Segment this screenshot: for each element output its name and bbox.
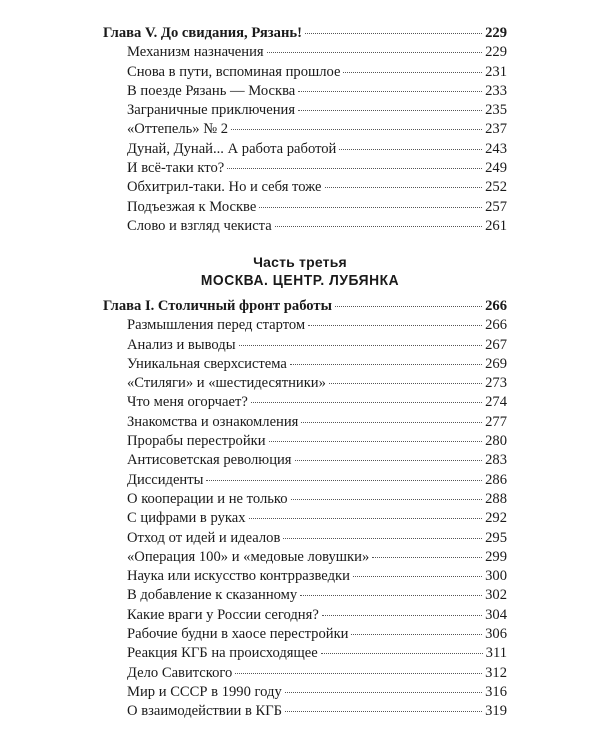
toc-entry (103, 451, 507, 470)
toc-entry-page: 280 (485, 433, 507, 450)
toc-entry-page: 302 (485, 587, 507, 604)
toc-entry (103, 393, 507, 412)
toc-entry-title: О кооперации и не только (127, 490, 288, 507)
toc-entry (103, 683, 507, 702)
toc-entry-title: Дело Савитского (127, 664, 233, 681)
toc-entry (103, 432, 507, 451)
toc-entry (103, 374, 507, 393)
toc-entry-page: 319 (485, 703, 507, 720)
toc-entry-title: Мир и СССР в 1990 году (127, 683, 282, 700)
toc-entry-title: «Стиляги» и «шестидесятники» (127, 375, 326, 392)
toc-entry-title: Подъезжая к Москве (127, 198, 257, 215)
dot-leader (300, 595, 482, 596)
toc-entry-page: 286 (485, 471, 507, 488)
toc-entry-title: Механизм назначения (127, 44, 264, 61)
toc-entry (103, 217, 507, 236)
dot-leader (285, 692, 482, 693)
toc-entry-title: Глава V. До свидания, Рязань! (103, 25, 302, 41)
toc-entry (103, 702, 507, 721)
dot-leader (325, 187, 483, 188)
toc-entry-title: Слово и взгляд чекиста (127, 217, 272, 234)
toc-entry (103, 586, 507, 605)
toc-entry-page: 266 (485, 298, 507, 314)
toc-entry-page: 304 (485, 606, 507, 623)
toc-entry-page: 237 (485, 121, 507, 138)
toc-entry-title: Какие враги у России сегодня? (127, 606, 319, 623)
toc-entry-page: 229 (485, 44, 507, 61)
toc-entry-title: Обхитрил-таки. Но и себя тоже (127, 179, 322, 196)
part-heading (0, 253, 600, 291)
dot-leader (291, 499, 483, 500)
toc-entry-page: 299 (485, 548, 507, 565)
toc-entry (103, 198, 507, 217)
toc-entry-page: 231 (485, 63, 507, 80)
toc-entry-title: Анализ и выводы (127, 336, 236, 353)
dot-leader (295, 460, 483, 461)
toc-entry-title: О взаимодействии в КГБ (127, 703, 283, 720)
dot-leader (353, 576, 482, 577)
toc-entry-page: 295 (485, 529, 507, 546)
toc-entry-page: 257 (485, 198, 507, 215)
toc-chapter-heading (103, 24, 507, 43)
toc-entry (103, 178, 507, 197)
toc-entry-page: 277 (485, 413, 507, 430)
toc-entry-page: 273 (485, 375, 507, 392)
toc-chapter-heading (103, 297, 507, 316)
toc-entry-title: «Операция 100» и «медовые ловушки» (127, 548, 370, 565)
dot-leader (285, 711, 482, 712)
toc-entry-page: 316 (485, 683, 507, 700)
dot-leader (235, 673, 482, 674)
toc-entry (103, 413, 507, 432)
toc-section-1 (103, 24, 507, 236)
toc-entry-page: 252 (485, 179, 507, 196)
toc-entry-title: В поезде Рязань — Москва (127, 82, 296, 99)
toc-entry-page: 243 (485, 140, 507, 157)
toc-entry (103, 567, 507, 586)
dot-leader (259, 207, 482, 208)
toc-entry (103, 159, 507, 178)
toc-entry (103, 606, 507, 625)
dot-leader (308, 325, 482, 326)
toc-entry-page: 306 (485, 626, 507, 643)
toc-entry (103, 63, 507, 82)
toc-entry-page: 312 (485, 664, 507, 681)
dot-leader (275, 226, 482, 227)
dot-leader (305, 33, 482, 34)
dot-leader (329, 383, 482, 384)
toc-entry (103, 644, 507, 663)
toc-entry-page: 229 (485, 25, 507, 41)
toc-entry (103, 82, 507, 101)
dot-leader (251, 402, 482, 403)
toc-entry-title: Наука или искусство контрразведки (127, 568, 350, 585)
toc-entry-title: Знакомства и ознакомления (127, 413, 299, 430)
part-title: МОСКВА. ЦЕНТР. ЛУБЯНКА (200, 272, 400, 289)
toc-entry (103, 509, 507, 528)
dot-leader (298, 91, 482, 92)
toc-entry (103, 490, 507, 509)
toc-entry-title: Рабочие будни в хаосе перестройки (127, 626, 349, 643)
toc-entry-title: Заграничные приключения (127, 102, 296, 119)
toc-entry-page: 283 (485, 452, 507, 469)
toc-entry-title: «Оттепель» № 2 (127, 121, 229, 138)
toc-entry (103, 664, 507, 683)
toc-entry-page: 249 (485, 160, 507, 177)
toc-entry-page: 288 (485, 490, 507, 507)
toc-entry-title: В добавление к сказанному (127, 587, 298, 604)
toc-entry-page: 269 (485, 355, 507, 372)
dot-leader (335, 306, 482, 307)
toc-entry-title: Размышления перед стартом (127, 317, 306, 334)
toc-entry-title: И всё-таки кто? (127, 160, 225, 177)
part-subtitle: Часть третья (253, 254, 347, 270)
toc-entry (103, 529, 507, 548)
dot-leader (269, 441, 483, 442)
dot-leader (301, 422, 482, 423)
toc-entry (103, 471, 507, 490)
toc-entry-page: 274 (485, 394, 507, 411)
dot-leader (351, 634, 482, 635)
toc-entry-title: Антисоветская революция (127, 452, 292, 469)
toc-entry-page: 267 (485, 336, 507, 353)
toc-entry-title: Глава I. Столичный фронт работы (103, 298, 332, 314)
toc-entry-page: 300 (485, 568, 507, 585)
dot-leader (239, 345, 483, 346)
toc-entry (103, 101, 507, 120)
dot-leader (249, 518, 483, 519)
dot-leader (231, 129, 482, 130)
toc-entry-title: Уникальная сверхсистема (127, 355, 287, 372)
dot-leader (372, 557, 482, 558)
toc-entry-page: 311 (485, 645, 507, 662)
toc-section-2 (103, 297, 507, 722)
toc-entry-title: С цифрами в руках (127, 510, 246, 527)
toc-entry (103, 140, 507, 159)
toc-entry-title: Что меня огорчает? (127, 394, 248, 411)
toc-entry-title: Отход от идей и идеалов (127, 529, 281, 546)
toc-entry (103, 43, 507, 62)
toc-entry (103, 548, 507, 567)
dot-leader (339, 149, 482, 150)
toc-entry-page: 266 (485, 317, 507, 334)
dot-leader (298, 110, 482, 111)
toc-entry (103, 316, 507, 335)
toc-entry (103, 336, 507, 355)
toc-entry-page: 292 (485, 510, 507, 527)
toc-entry (103, 120, 507, 139)
dot-leader (322, 615, 482, 616)
toc-entry-title: Прорабы перестройки (127, 433, 266, 450)
toc-entry-title: Реакция КГБ на происходящее (127, 645, 318, 662)
toc-entry-title: Снова в пути, вспоминая прошлое (127, 63, 341, 80)
dot-leader (343, 72, 482, 73)
toc-entry (103, 355, 507, 374)
dot-leader (290, 364, 482, 365)
dot-leader (267, 52, 482, 53)
toc-entry-title: Диссиденты (127, 471, 204, 488)
dot-leader (283, 538, 482, 539)
toc-entry (103, 625, 507, 644)
toc-entry-page: 261 (485, 217, 507, 234)
toc-entry-page: 235 (485, 102, 507, 119)
dot-leader (206, 480, 482, 481)
toc-entry-page: 233 (485, 82, 507, 99)
dot-leader (227, 168, 482, 169)
dot-leader (321, 653, 483, 654)
toc-entry-title: Дунай, Дунай... А работа работой (127, 140, 337, 157)
